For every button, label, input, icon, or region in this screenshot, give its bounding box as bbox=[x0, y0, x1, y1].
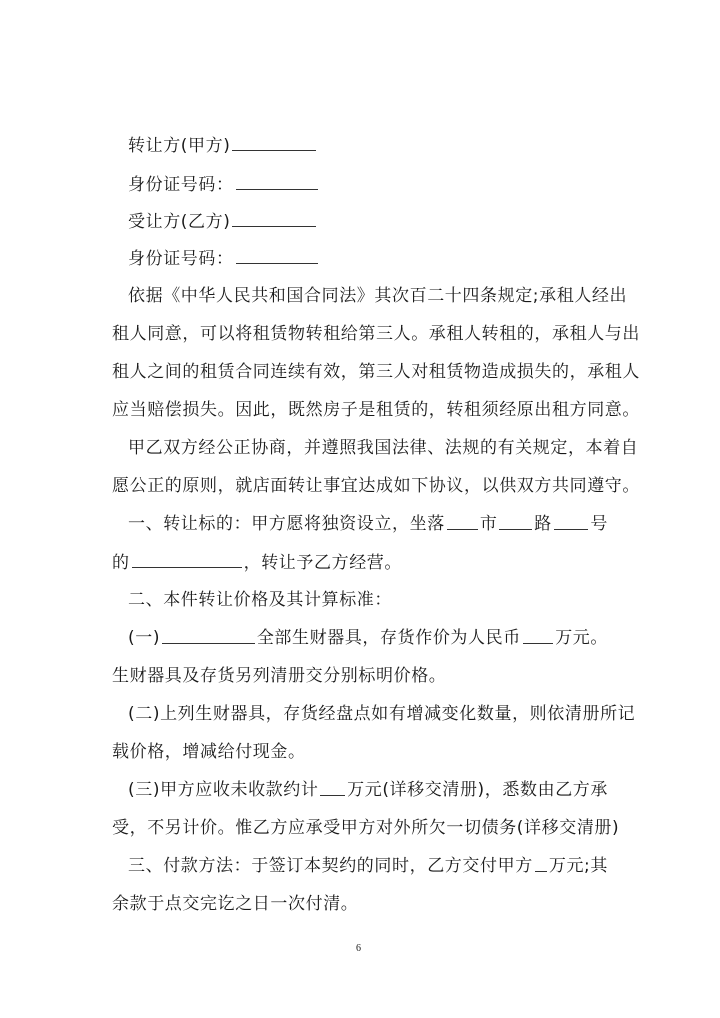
item-1-marker: (一) bbox=[128, 628, 161, 648]
paragraph-line: 依据《中华人民共和国合同法》其次百二十四条规定;承租人经出 bbox=[128, 286, 628, 306]
id-number-blank-2 bbox=[236, 247, 318, 264]
item-1-text: 全部生财器具，存货作价为人民币 bbox=[256, 628, 521, 648]
section-2-item-3-line-1 bbox=[128, 779, 608, 801]
paragraph-line: 租人之间的租赁合同连续有效，第三人对租赁物造成损失的，承租人 bbox=[112, 362, 640, 382]
paragraph-line: 生财器具及存货另列清册交分别标明价格。 bbox=[112, 666, 447, 686]
transferee-label: 受让方(乙方) bbox=[128, 212, 231, 232]
section-1-tail: ，转让予乙方经营。 bbox=[243, 553, 403, 573]
transferee-field bbox=[128, 210, 318, 233]
section-1-line-2 bbox=[112, 551, 402, 574]
id-number-field-2 bbox=[128, 247, 320, 270]
section-3-tail: 万元;其 bbox=[548, 856, 608, 876]
section-3-text: 三、付款方法：于签订本契约的同时，乙方交付甲方 bbox=[128, 856, 533, 876]
transferor-label: 转让方(甲方) bbox=[128, 136, 231, 156]
city-blank bbox=[447, 513, 478, 530]
section-2-item-1-line-1 bbox=[128, 627, 608, 649]
shop-name-blank bbox=[132, 551, 242, 568]
paragraph-line: 租人同意，可以将租赁物转租给第三人。承租人转租的，承租人与出 bbox=[112, 324, 640, 344]
payment-blank bbox=[535, 855, 547, 872]
paragraph-line: (二)上列生财器具，存货经盘点如有增减变化数量，则依清册所记 bbox=[128, 704, 636, 724]
paragraph-line: 愿公正的原则，就店面转让事宜达成如下协议，以供双方共同遵守。 bbox=[112, 476, 640, 496]
paragraph-line: 应当赔偿损失。因此，既然房子是租赁的，转租须经原出租方同意。 bbox=[112, 400, 640, 420]
id-number-blank-1 bbox=[236, 173, 318, 190]
section-3-line-1 bbox=[128, 855, 608, 877]
page-number: 6 bbox=[356, 943, 361, 954]
item-1-blank bbox=[162, 627, 255, 644]
id-number-label-1: 身份证号码： bbox=[128, 175, 234, 195]
item-1-unit: 万元。 bbox=[555, 628, 608, 648]
transferor-field bbox=[128, 134, 318, 157]
item-3-tail: 万元(详移交清册)，悉数由乙方承 bbox=[347, 780, 608, 800]
section-1-line-1 bbox=[128, 513, 608, 535]
receivable-blank bbox=[320, 779, 345, 796]
number-blank bbox=[554, 513, 589, 530]
city-label: 市 bbox=[479, 514, 498, 534]
paragraph-line: 受，不另计价。惟乙方应承受甲方对外所欠一切债务(详移交清册) bbox=[112, 818, 620, 838]
item-3-text: (三)甲方应收未收款约计 bbox=[128, 780, 319, 800]
section-1-text: 一、转让标的：甲方愿将独资设立，坐落 bbox=[128, 514, 445, 534]
road-blank bbox=[499, 513, 532, 530]
transferor-blank bbox=[232, 134, 316, 151]
paragraph-line: 甲乙双方经公正协商，并遵照我国法律、法规的有关规定，本着自 bbox=[128, 438, 639, 458]
number-label: 号 bbox=[590, 514, 608, 534]
id-number-label-2: 身份证号码： bbox=[128, 249, 234, 269]
paragraph-line: 载价格，增减给付现金。 bbox=[112, 742, 306, 762]
id-number-field-1 bbox=[128, 173, 320, 196]
price-blank bbox=[523, 627, 553, 644]
section-1-of: 的 bbox=[112, 553, 130, 573]
section-2-heading: 二、本件转让价格及其计算标准： bbox=[128, 590, 392, 610]
paragraph-line: 余款于点交完讫之日一次付清。 bbox=[112, 894, 359, 914]
road-label: 路 bbox=[534, 514, 552, 534]
transferee-blank bbox=[232, 210, 316, 227]
